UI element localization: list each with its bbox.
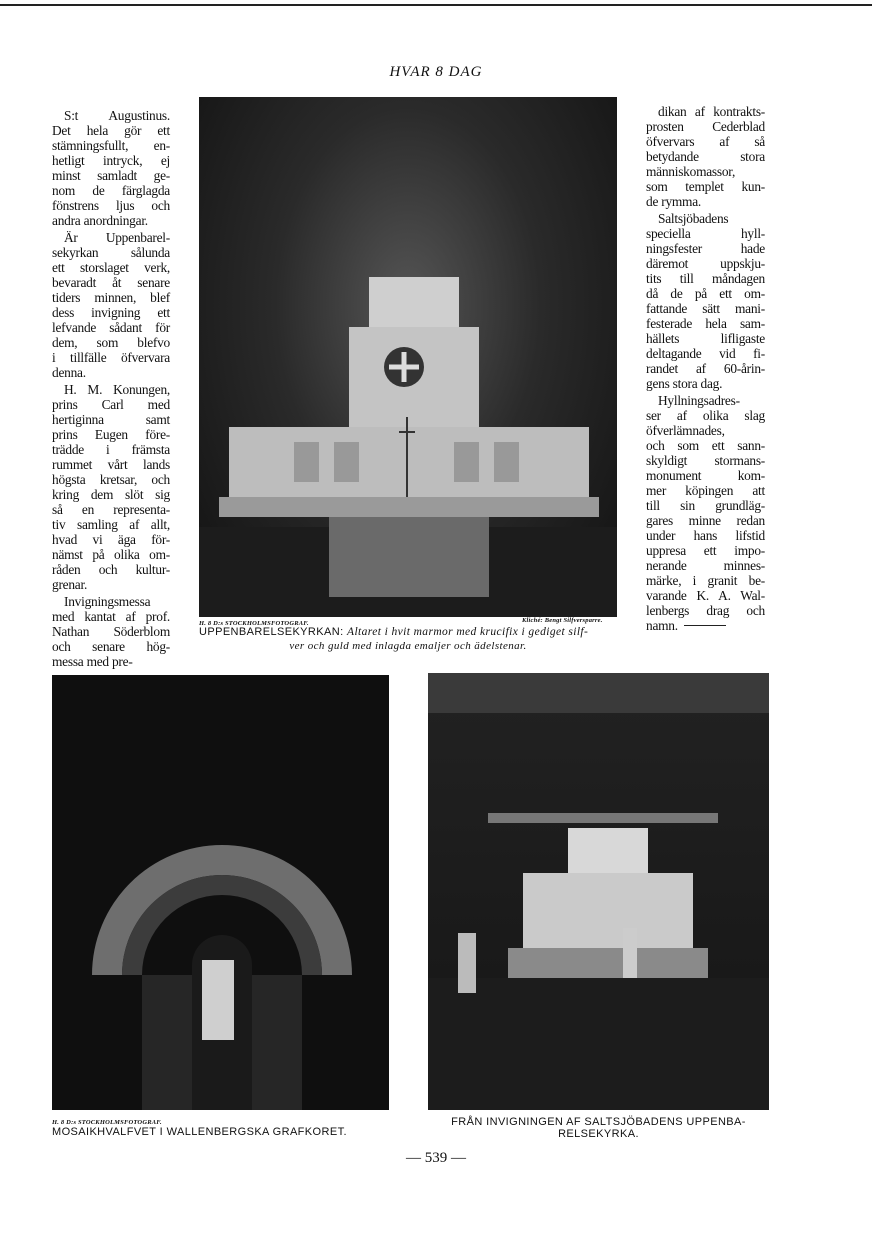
text-line: hetligt intryck, ej <box>52 153 170 168</box>
top-rule <box>0 4 872 6</box>
text-line: H. M. Konungen, <box>64 382 170 397</box>
text-line: dem, som blefvo <box>52 335 170 350</box>
paragraph <box>52 594 170 669</box>
text-line: tiv samling af allt, <box>52 517 170 532</box>
text-line: rummet vårt lands <box>52 457 170 472</box>
page-header: HVAR 8 DAG <box>389 64 483 80</box>
text-line: varande K. A. Wal- <box>646 588 765 603</box>
text-line: prosten Cederblad <box>646 119 765 134</box>
text-line: betydande stora <box>646 149 765 164</box>
text-line: märke, i granit be- <box>646 573 765 588</box>
text-line: under hans lifstid <box>646 528 765 543</box>
vault-illustration <box>52 675 389 1110</box>
paragraph <box>52 108 170 228</box>
text-line: ningsfester hade <box>646 241 765 256</box>
text-line: hertiginna samt <box>52 412 170 427</box>
altar-caption-line1: Altaret i hvit marmor med krucifix i gediget silf- <box>347 626 589 638</box>
text-line: öfverlämnades, <box>646 423 725 438</box>
text-line: nämst på olika om- <box>52 547 170 562</box>
text-line: Saltsjöbadens <box>658 211 729 226</box>
text-line: tits till måndagen <box>646 271 765 286</box>
inauguration-photo <box>428 673 769 1110</box>
text-line: tiders minnen, blef <box>52 290 170 305</box>
text-line: messa med pre- <box>52 654 133 669</box>
text-line: festerade hela sam- <box>646 316 765 331</box>
text-line: då de på ett om- <box>646 286 765 301</box>
text-line: i tillfälle öfvervara <box>52 350 170 365</box>
text-line: kring dem slöt sig <box>52 487 170 502</box>
altar-caption-line2: ver och guld med inlagda emaljer och ädelstenar. <box>289 640 527 652</box>
text-line: fattande sätt mani- <box>646 301 765 316</box>
text-line: prins Carl med <box>52 397 170 412</box>
paragraph <box>52 382 170 592</box>
text-line: öfvervars af så <box>646 134 765 149</box>
text-line: med kantat af prof. <box>52 609 170 624</box>
inauguration-illustration <box>428 673 769 1110</box>
paragraph <box>52 230 170 380</box>
text-line: namn. <box>646 618 678 633</box>
page-number: — 539 — <box>406 1150 466 1166</box>
text-line: hällets lifligaste <box>646 331 765 346</box>
text-line: trädde i främsta <box>52 442 170 457</box>
text-line: nerande minnes- <box>646 558 765 573</box>
paragraph <box>646 393 765 633</box>
text-line: som templet kun- <box>646 179 765 194</box>
text-line: prins Eugen före- <box>52 427 170 442</box>
text-line: speciella hyll- <box>646 226 765 241</box>
vault-caption: MOSAIKHVALFVET I WALLENBERGSKA GRAFKORET. <box>52 1126 347 1138</box>
text-line: mer köpingen att <box>646 483 765 498</box>
text-line: Är Uppenbarel- <box>64 230 170 245</box>
text-line: människomassor, <box>646 164 736 179</box>
text-line: så en representa- <box>52 502 170 517</box>
text-line: och som ett sann- <box>646 438 765 453</box>
text-line: de rymma. <box>646 194 702 209</box>
text-line: ser af olika slag <box>646 408 765 423</box>
text-line: nom de färglagda <box>52 183 170 198</box>
text-line: fönstrens ljus och <box>52 198 170 213</box>
right-text-column <box>646 104 765 635</box>
paragraph <box>646 211 765 391</box>
text-line: gares minne redan <box>646 513 765 528</box>
text-line: grenar. <box>52 577 88 592</box>
text-line: andra anordningar. <box>52 213 148 228</box>
vault-photo-credit: H. 8 D:s STOCKHOLMSFOTOGRAF. <box>52 1119 162 1126</box>
altar-illustration <box>199 97 617 617</box>
text-line: bevaradt åt senare <box>52 275 170 290</box>
left-text-column <box>52 108 170 671</box>
text-line: högsta kretsar, och <box>52 472 170 487</box>
altar-photo-credit: H. 8 D:s STOCKHOLMSFOTOGRAF. <box>199 620 309 627</box>
text-line: stämningsfullt, en- <box>52 138 170 153</box>
text-line: denna. <box>52 365 86 380</box>
text-line: och senare hög- <box>52 639 170 654</box>
text-line: monument kom- <box>646 468 765 483</box>
text-line: uppresa ett impo- <box>646 543 765 558</box>
text-line: skyldigt stormans- <box>646 453 765 468</box>
text-line: Nathan Söderblom <box>52 624 170 639</box>
mosaic-vault-photo <box>52 675 389 1110</box>
text-line: S:t Augustinus. <box>64 108 170 123</box>
text-line: ett storslaget verk, <box>52 260 170 275</box>
text-line: randet af 60-årin- <box>646 361 765 376</box>
altar-photo <box>199 97 617 617</box>
altar-caption <box>199 626 588 638</box>
text-line: dikan af kontrakts- <box>658 104 765 119</box>
text-line: Invigningsmessa <box>64 594 151 609</box>
paragraph <box>646 104 765 209</box>
text-line: däremot uppskju- <box>646 256 765 271</box>
altar-caption-title: UPPENBARELSEKYRKAN: <box>199 626 344 638</box>
text-line: sekyrkan sålunda <box>52 245 170 260</box>
text-line: Hyllningsadres- <box>658 393 740 408</box>
text-line: till sin grundläg- <box>646 498 765 513</box>
text-line: Det hela gör ett <box>52 123 170 138</box>
text-line: lefvande sådant för <box>52 320 170 335</box>
text-line: lenbergs drag och <box>646 603 765 618</box>
text-line: hvad vi äga för- <box>52 532 170 547</box>
inauguration-caption-line2: RELSEKYRKA. <box>558 1128 639 1140</box>
altar-artist-credit: Kliché: Bengt Silfversparre. <box>522 617 603 624</box>
text-line: minst samladt ge- <box>52 168 170 183</box>
text-line: deltagande vid fi- <box>646 346 765 361</box>
text-line: gens stora dag. <box>646 376 723 391</box>
inauguration-caption-line1: FRÅN INVIGNINGEN AF SALTSJÖBADENS UPPENBA- <box>451 1116 746 1128</box>
text-line: dess invigning ett <box>52 305 170 320</box>
text-line: råden och kultur- <box>52 562 170 577</box>
